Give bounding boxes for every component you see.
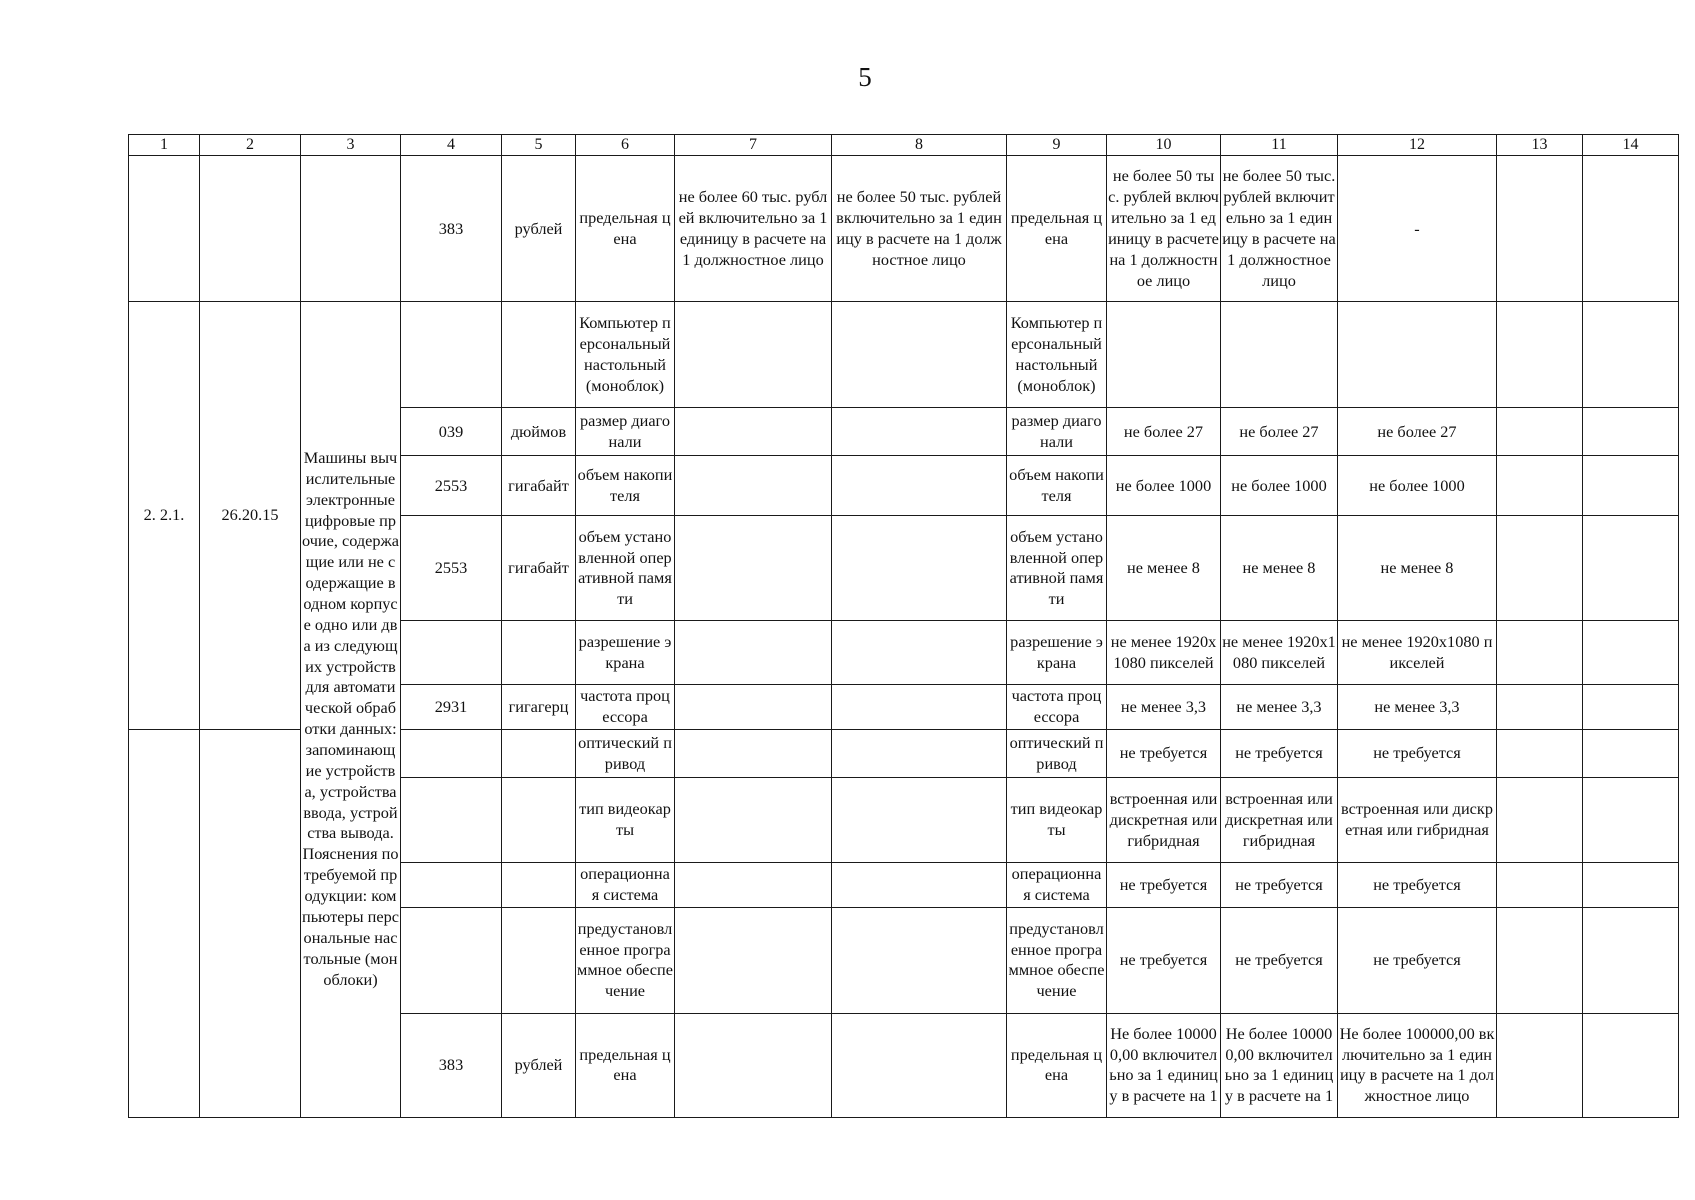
group-number: 2. 2.1. <box>129 302 200 730</box>
header-cell: 13 <box>1497 135 1583 156</box>
cell-code <box>401 863 502 908</box>
cell-characteristic: частота процессора <box>576 685 675 730</box>
cell-unit: гигабайт <box>502 516 576 621</box>
cell-characteristic: операционная система <box>1007 863 1107 908</box>
cell-empty <box>832 863 1007 908</box>
cell-empty <box>832 685 1007 730</box>
cell-value: не менее 3,3 <box>1338 685 1497 730</box>
cell-unit: гигабайт <box>502 456 576 516</box>
cell-empty <box>1583 863 1679 908</box>
cell-empty <box>675 907 832 1013</box>
cell-empty <box>301 156 401 302</box>
cell-empty <box>675 456 832 516</box>
cell-empty <box>1497 863 1583 908</box>
cell-value: не более 27 <box>1338 408 1497 456</box>
cell-characteristic: предельная цена <box>576 1013 675 1117</box>
header-cell: 5 <box>502 135 576 156</box>
cell-unit <box>502 302 576 408</box>
cell-value: не требуется <box>1221 863 1338 908</box>
cell-empty <box>1497 685 1583 730</box>
cell-code: 383 <box>401 156 502 302</box>
cell-value: не требуется <box>1107 907 1221 1013</box>
cell-characteristic: предустановленное программное обеспечение <box>576 907 675 1013</box>
cell-characteristic: размер диагонали <box>1007 408 1107 456</box>
cell-empty <box>675 516 832 621</box>
cell-empty <box>1583 156 1679 302</box>
cell-code: 2553 <box>401 456 502 516</box>
cell-value <box>1107 302 1221 408</box>
cell-value: встроенная или дискретная или гибридная <box>1338 778 1497 863</box>
cell-value: - <box>1338 156 1497 302</box>
cell-characteristic: объем установленной оперативной памяти <box>1007 516 1107 621</box>
cell-code: 2931 <box>401 685 502 730</box>
cell-value: не менее 1920x1080 пикселей <box>1107 621 1221 685</box>
cell-code: 2553 <box>401 516 502 621</box>
cell-code: 039 <box>401 408 502 456</box>
cell-empty <box>1583 907 1679 1013</box>
cell-characteristic: размер диагонали <box>576 408 675 456</box>
cell-empty <box>1497 516 1583 621</box>
cell-value: не требуется <box>1221 730 1338 778</box>
cell-empty <box>832 1013 1007 1117</box>
header-cell: 1 <box>129 135 200 156</box>
cell-empty <box>675 1013 832 1117</box>
cell-value <box>1221 302 1338 408</box>
cell-value: не менее 8 <box>1338 516 1497 621</box>
cell-unit: рублей <box>502 1013 576 1117</box>
cell-characteristic: разрешение экрана <box>576 621 675 685</box>
cell-value: не более 1000 <box>1338 456 1497 516</box>
cell-empty <box>675 863 832 908</box>
cell-value: не менее 8 <box>1107 516 1221 621</box>
cell-value: встроенная или дискретная или гибридная <box>1107 778 1221 863</box>
cell-value: не более 1000 <box>1221 456 1338 516</box>
column-number-row <box>129 135 1679 156</box>
cell-empty <box>1583 778 1679 863</box>
cell-characteristic: оптический привод <box>1007 730 1107 778</box>
cell-empty <box>1497 730 1583 778</box>
header-cell: 11 <box>1221 135 1338 156</box>
cell-characteristic: тип видеокарты <box>576 778 675 863</box>
cell-value: не более 50 тыс. рублей включительно за 1 единицу в расчете на 1 должностное лицо <box>1107 156 1221 302</box>
cell-unit: гигагерц <box>502 685 576 730</box>
page-number: 5 <box>858 62 872 92</box>
cell-empty <box>129 730 200 1118</box>
table-row <box>129 302 1679 408</box>
cell-code <box>401 907 502 1013</box>
cell-empty <box>200 730 301 1118</box>
cell-empty <box>832 907 1007 1013</box>
cell-empty <box>1497 456 1583 516</box>
header-cell: 12 <box>1338 135 1497 156</box>
cell-characteristic: Компьютер персональный настольный (моноблок) <box>576 302 675 408</box>
cell-empty <box>1497 156 1583 302</box>
cell-empty <box>832 621 1007 685</box>
cell-value: встроенная или дискретная или гибридная <box>1221 778 1338 863</box>
cell-empty <box>1583 408 1679 456</box>
cell-characteristic: предустановленное программное обеспечение <box>1007 907 1107 1013</box>
cell-value: не более 50 тыс. рублей включительно за 1 единицу в расчете на 1 должностное лицо <box>832 156 1007 302</box>
cell-code <box>401 302 502 408</box>
cell-empty <box>675 302 832 408</box>
cell-characteristic: разрешение экрана <box>1007 621 1107 685</box>
cell-code <box>401 621 502 685</box>
cell-empty <box>675 408 832 456</box>
header-cell: 9 <box>1007 135 1107 156</box>
cell-unit: рублей <box>502 156 576 302</box>
cell-characteristic: тип видеокарты <box>1007 778 1107 863</box>
cell-characteristic: предельная цена <box>576 156 675 302</box>
cell-empty <box>832 516 1007 621</box>
cell-characteristic: предельная цена <box>1007 1013 1107 1117</box>
cell-empty <box>1583 516 1679 621</box>
cell-characteristic: Компьютер персональный настольный (моноблок) <box>1007 302 1107 408</box>
cell-unit: дюймов <box>502 408 576 456</box>
group-code: 26.20.15 <box>200 302 301 730</box>
cell-value: не требуется <box>1338 863 1497 908</box>
cell-empty <box>1497 621 1583 685</box>
header-cell: 4 <box>401 135 502 156</box>
group-description: Машины вычислительные электронные цифровые прочие, содержащие или не содержащие в одном корпусе одно или два из следующих устройств для автоматической обработки данных: запоминающие устройства, устройства ввода, устройства вывода. Пояснения по требуемой продукции: компьютеры персональные настольные (моноблоки) <box>301 302 401 1117</box>
header-cell: 3 <box>301 135 401 156</box>
header-cell: 14 <box>1583 135 1679 156</box>
cell-value: не менее 1920x1080 пикселей <box>1221 621 1338 685</box>
cell-empty <box>832 778 1007 863</box>
cell-empty <box>200 156 301 302</box>
cell-value: Не более 100000,00 включительно за 1 единицу в расчете на 1 <box>1107 1013 1221 1117</box>
header-cell: 7 <box>675 135 832 156</box>
header-cell: 10 <box>1107 135 1221 156</box>
table-row-price-previous <box>129 156 1679 302</box>
cell-value <box>1338 302 1497 408</box>
cell-value: не более 27 <box>1107 408 1221 456</box>
cell-empty <box>675 685 832 730</box>
cell-empty <box>1497 1013 1583 1117</box>
cell-empty <box>129 156 200 302</box>
header-cell: 2 <box>200 135 301 156</box>
cell-value: не более 27 <box>1221 408 1338 456</box>
cell-value: не менее 3,3 <box>1107 685 1221 730</box>
cell-code <box>401 778 502 863</box>
cell-value: не требуется <box>1107 730 1221 778</box>
cell-value: не требуется <box>1338 730 1497 778</box>
cell-empty <box>832 302 1007 408</box>
cell-value: не требуется <box>1338 907 1497 1013</box>
cell-characteristic: частота процессора <box>1007 685 1107 730</box>
cell-characteristic: предельная цена <box>1007 156 1107 302</box>
cell-unit <box>502 778 576 863</box>
requirements-table <box>128 134 1679 1118</box>
cell-value: не менее 1920x1080 пикселей <box>1338 621 1497 685</box>
header-cell: 8 <box>832 135 1007 156</box>
cell-value: не требуется <box>1107 863 1221 908</box>
cell-empty <box>1497 778 1583 863</box>
cell-value: не более 50 тыс. рублей включительно за 1 единицу в расчете на 1 должностное лицо <box>1221 156 1338 302</box>
cell-empty <box>1583 302 1679 408</box>
cell-value: не более 1000 <box>1107 456 1221 516</box>
cell-unit <box>502 907 576 1013</box>
cell-unit <box>502 621 576 685</box>
cell-characteristic: объем установленной оперативной памяти <box>576 516 675 621</box>
cell-empty <box>1583 1013 1679 1117</box>
cell-empty <box>1583 730 1679 778</box>
cell-value: Не более 100000,00 включительно за 1 единицу в расчете на 1 должностное лицо <box>1338 1013 1497 1117</box>
cell-value: не более 60 тыс. рублей включительно за 1 единицу в расчете на 1 должностное лицо <box>675 156 832 302</box>
cell-empty <box>832 730 1007 778</box>
cell-characteristic: оптический привод <box>576 730 675 778</box>
cell-value: Не более 100000,00 включительно за 1 единицу в расчете на 1 <box>1221 1013 1338 1117</box>
cell-empty <box>832 456 1007 516</box>
cell-unit <box>502 730 576 778</box>
cell-empty <box>675 730 832 778</box>
cell-empty <box>1583 456 1679 516</box>
cell-characteristic: объем накопителя <box>1007 456 1107 516</box>
cell-empty <box>675 621 832 685</box>
cell-characteristic: объем накопителя <box>576 456 675 516</box>
cell-empty <box>1497 408 1583 456</box>
cell-unit <box>502 863 576 908</box>
cell-empty <box>1497 907 1583 1013</box>
cell-empty <box>1583 621 1679 685</box>
cell-value: не требуется <box>1221 907 1338 1013</box>
header-cell: 6 <box>576 135 675 156</box>
cell-code: 383 <box>401 1013 502 1117</box>
cell-empty <box>832 408 1007 456</box>
cell-characteristic: операционная система <box>576 863 675 908</box>
cell-empty <box>1497 302 1583 408</box>
cell-value: не менее 3,3 <box>1221 685 1338 730</box>
cell-empty <box>675 778 832 863</box>
cell-code <box>401 730 502 778</box>
cell-empty <box>1583 685 1679 730</box>
cell-value: не менее 8 <box>1221 516 1338 621</box>
